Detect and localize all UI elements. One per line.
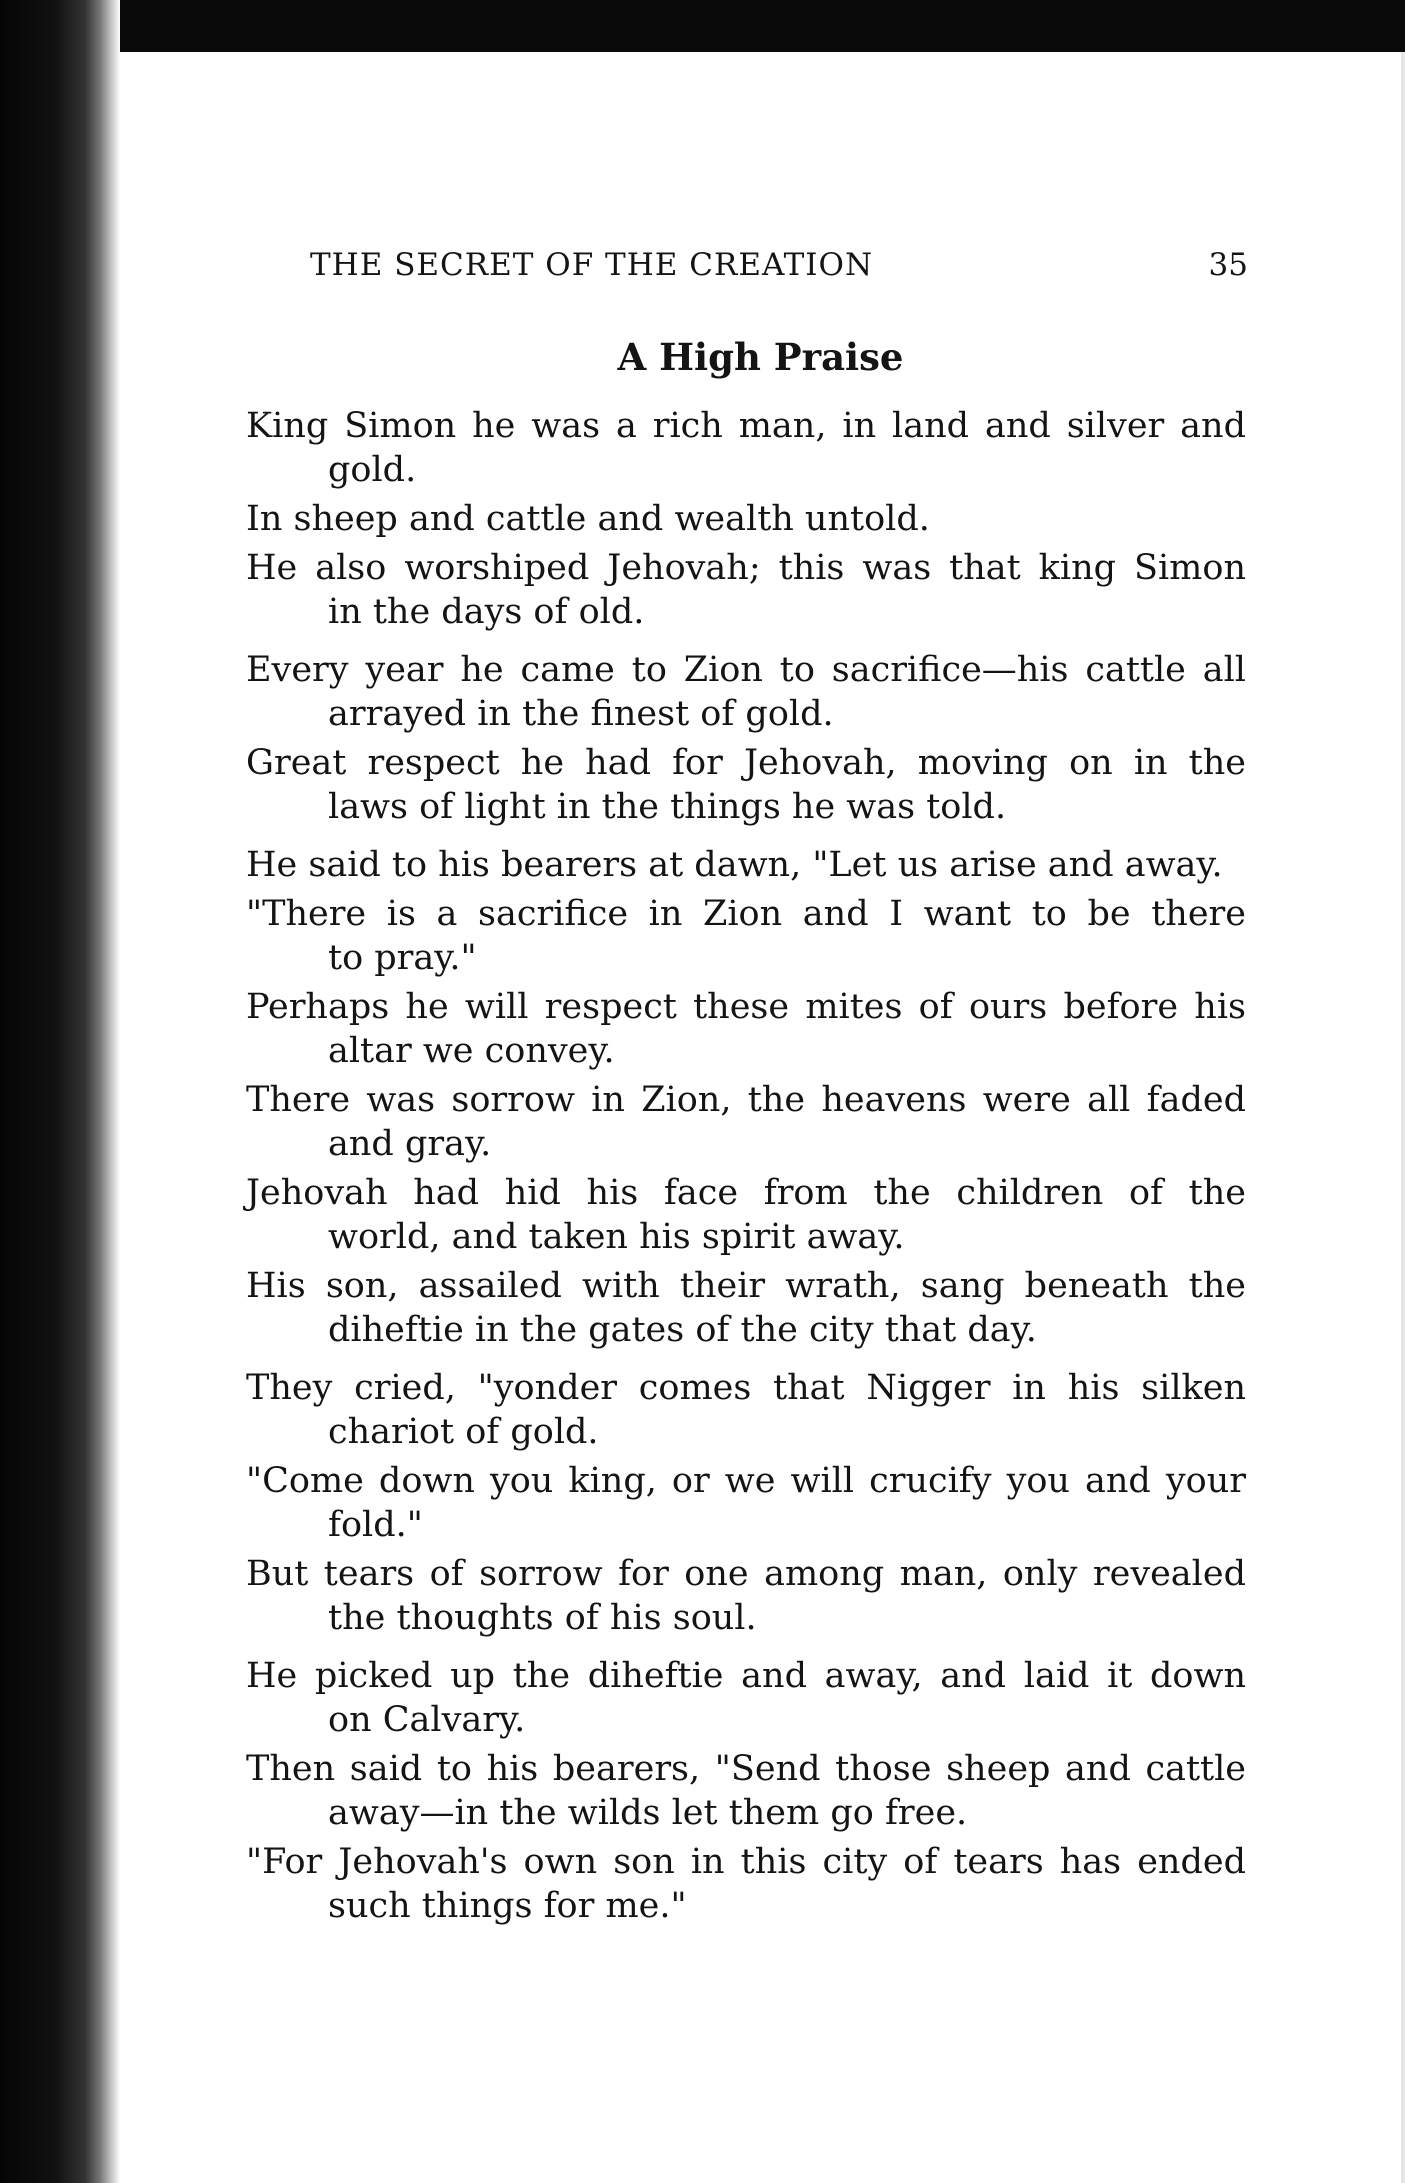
poem-line	[246, 1078, 1246, 1166]
poem-line-text: Then said to his bearers, "Send those sheep and cattle	[246, 1749, 1246, 1789]
poem-line-text: "Come down you king, or we will crucify you and your	[246, 1461, 1246, 1501]
poem-line-continuation: laws of light in the things he was told.	[328, 787, 1007, 827]
running-title: THE SECRET OF THE CREATION	[310, 247, 874, 283]
poem-line-continuation: and gray.	[328, 1124, 492, 1164]
poem-line	[246, 648, 1246, 736]
poem-line	[246, 1654, 1246, 1742]
poem-line-text: Great respect he had for Jehovah, moving on in the	[246, 743, 1246, 783]
scan-spine-shadow	[0, 0, 120, 2183]
scan-right-edge	[1401, 52, 1405, 2183]
poem-line-continuation: away—in the wilds let them go free.	[328, 1793, 968, 1833]
poem-line	[246, 1840, 1246, 1928]
poem-line-text: In sheep and cattle and wealth untold.	[246, 499, 930, 539]
poem-line-continuation: chariot of gold.	[328, 1412, 599, 1452]
poem-line-continuation: such things for me."	[328, 1886, 687, 1926]
poem-line	[246, 546, 1246, 634]
poem-line-text: But tears of sorrow for one among man, only revealed	[246, 1554, 1246, 1594]
poem-line-continuation: the thoughts of his soul.	[328, 1598, 757, 1638]
poem-line	[246, 1264, 1246, 1352]
poem-line-text: He said to his bearers at dawn, "Let us arise and away.	[246, 845, 1223, 885]
scan-top-border	[0, 0, 1405, 52]
poem-line-continuation: to pray."	[328, 938, 477, 978]
poem-line-text: There was sorrow in Zion, the heavens were all faded	[246, 1080, 1246, 1120]
poem-line-continuation: arrayed in the finest of gold.	[328, 694, 834, 734]
poem-title: A High Praise	[617, 335, 904, 379]
poem-line-continuation: world, and taken his spirit away.	[328, 1217, 905, 1257]
poem-line	[246, 497, 1246, 541]
book-page	[120, 52, 1401, 2183]
poem-line-continuation: gold.	[328, 450, 417, 490]
poem-line	[246, 404, 1246, 492]
poem-line-text: They cried, "yonder comes that Nigger in his silken	[246, 1368, 1246, 1408]
poem-line	[246, 1747, 1246, 1835]
poem-line	[246, 892, 1246, 980]
poem-line-text: "There is a sacrifice in Zion and I want to be there	[246, 894, 1246, 934]
poem-line-continuation: fold."	[328, 1505, 423, 1545]
poem-line-continuation: in the days of old.	[328, 592, 645, 632]
poem-line	[246, 741, 1246, 829]
poem-line-text: "For Jehovah's own son in this city of tears has ended	[246, 1842, 1246, 1882]
poem-line-continuation: on Calvary.	[328, 1700, 526, 1740]
poem-line	[246, 843, 1246, 887]
poem-line-text: Perhaps he will respect these mites of ours before his	[246, 987, 1246, 1027]
poem-line	[246, 1459, 1246, 1547]
poem-line-text: He also worshiped Jehovah; this was that king Simon	[246, 548, 1246, 588]
poem-line-text: Every year he came to Zion to sacrifice—his cattle all	[246, 650, 1246, 690]
poem-line-text: King Simon he was a rich man, in land and silver and	[246, 406, 1246, 446]
poem-line	[246, 985, 1246, 1073]
poem-body	[246, 404, 1246, 1933]
poem-line	[246, 1552, 1246, 1640]
poem-line-continuation: diheftie in the gates of the city that day.	[328, 1310, 1037, 1350]
poem-line-text: Jehovah had hid his face from the children of the	[246, 1173, 1246, 1213]
poem-line-text: He picked up the diheftie and away, and laid it down	[246, 1656, 1246, 1696]
poem-line-text: His son, assailed with their wrath, sang beneath the	[246, 1266, 1246, 1306]
poem-line	[246, 1171, 1246, 1259]
page-number: 35	[1208, 247, 1248, 283]
poem-line-continuation: altar we convey.	[328, 1031, 615, 1071]
poem-line	[246, 1366, 1246, 1454]
running-head	[310, 247, 1248, 307]
